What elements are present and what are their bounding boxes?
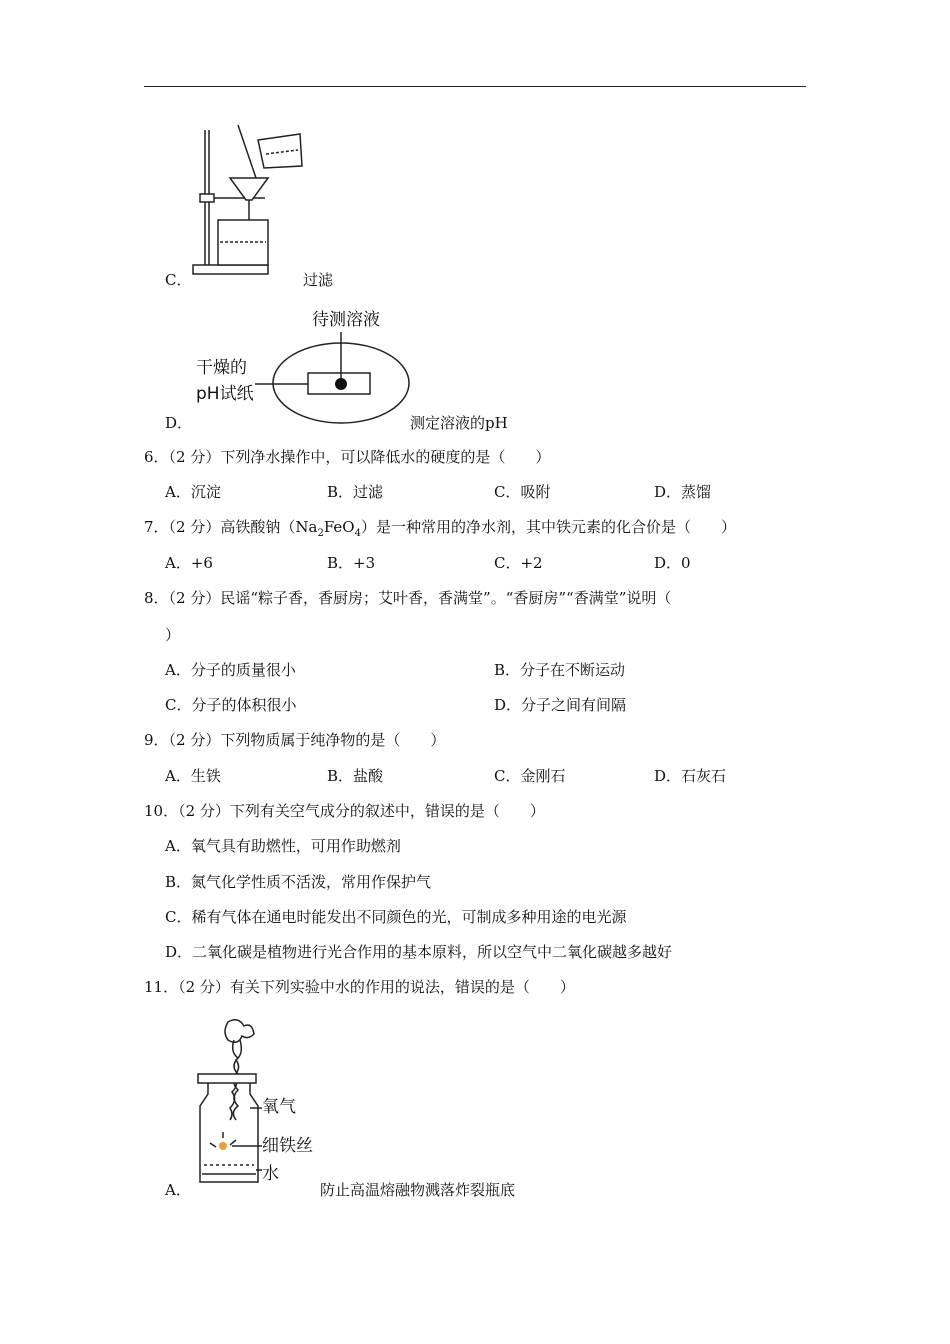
q9-option-a: A．生铁: [165, 767, 221, 785]
ph-figure-label-dry: 干燥的: [196, 358, 247, 378]
q10-option-d: D．二氧化碳是植物进行光合作用的基本原料，所以空气中二氧化碳越多越好: [165, 943, 673, 961]
q10-option-a: A．氧气具有助燃性，可用作助燃剂: [165, 837, 401, 855]
question-10-stem: 10．（2 分）下列有关空气成分的叙述中，错误的是（ ）: [144, 802, 545, 820]
ph-figure-label-paper: pH试纸: [196, 384, 254, 404]
q6-option-a: A．沉淀: [165, 483, 221, 501]
header-rule: [144, 86, 806, 87]
question-8-stem-line1: 8．（2 分）民谣“粽子香，香厨房；艾叶香，香满堂”。“香厨房”“香满堂”说明（: [144, 589, 672, 607]
question-6-stem: 6．（2 分）下列净水操作中，可以降低水的硬度的是（ ）: [144, 448, 551, 466]
figure-label-oxygen: 氧气: [262, 1097, 296, 1117]
q9-option-d: D．石灰石: [654, 767, 727, 785]
q7-option-c: C．+2: [494, 554, 543, 572]
q10-option-b: B．氮气化学性质不活泼，常用作保护气: [165, 873, 432, 891]
question-9-stem: 9．（2 分）下列物质属于纯净物的是（ ）: [144, 731, 446, 749]
q8-option-d: D．分子之间有间隔: [494, 696, 627, 714]
question-7-stem: 7．（2 分）高铁酸钠$(Na_2FeO_4)$是一种常用的净水剂，其中铁元素的化合价是（ ）: [144, 518, 736, 539]
q8-option-a: A．分子的质量很小: [165, 661, 296, 679]
q7-option-b: B．+3: [327, 554, 376, 572]
q8-option-b: B．分子在不断运动: [494, 661, 626, 679]
q8-option-c: C．分子的体积很小: [165, 696, 297, 714]
q6-option-b: B．过滤: [327, 483, 384, 501]
question-8-stem-line2: ）: [165, 626, 181, 644]
figure-label-water: 水: [262, 1164, 279, 1184]
ph-figure-label-solution: 待测溶液: [312, 310, 380, 330]
option-c-letter: C．: [165, 271, 192, 289]
q7-option-d: D．0: [654, 554, 691, 572]
q7-option-a: A．+6: [165, 554, 213, 572]
iron-wire-combustion-figure: [190, 1010, 330, 1190]
q6-option-d: D．蒸馏: [654, 483, 712, 501]
figure-label-iron-wire: 细铁丝: [262, 1136, 313, 1156]
option-d-letter: D．: [165, 414, 193, 432]
option-d-caption: 测定溶液的pH: [410, 414, 508, 432]
q6-option-c: C．吸附: [494, 483, 551, 501]
option-c-caption: 过滤: [303, 271, 334, 289]
filtration-apparatus-figure: [190, 120, 320, 280]
question-11-stem: 11．（2 分）有关下列实验中水的作用的说法，错误的是（ ）: [144, 978, 575, 996]
q9-option-c: C．金刚石: [494, 767, 566, 785]
q9-option-b: B．盐酸: [327, 767, 384, 785]
q11-option-a-letter: A．: [165, 1181, 191, 1199]
q10-option-c: C．稀有气体在通电时能发出不同颜色的光，可制成多种用途的电光源: [165, 908, 627, 926]
q11-option-a-caption: 防止高温熔融物溅落炸裂瓶底: [320, 1181, 516, 1199]
